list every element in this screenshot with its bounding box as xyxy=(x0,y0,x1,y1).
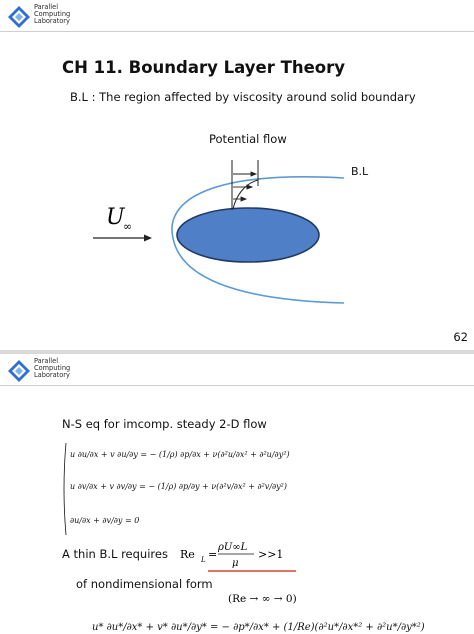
logo-line-3: Laboratory xyxy=(34,17,70,26)
free-stream-arrowhead xyxy=(144,235,152,242)
logo-line-2: Computing xyxy=(34,10,71,19)
svg-text:=: = xyxy=(208,548,218,561)
slide-63 xyxy=(0,354,474,632)
velocity-symbol: U xyxy=(106,205,125,230)
slide-subtitle: B.L : The region affected by viscosity around solid boundary xyxy=(70,90,416,104)
svg-text:(Re → ∞ → 0): (Re → ∞ → 0) xyxy=(228,593,297,605)
thin-bl-label: A thin B.L requires xyxy=(62,547,168,561)
logo-line-3: Laboratory xyxy=(34,371,70,380)
lab-logo xyxy=(6,358,116,384)
svg-text:u ∂v/∂x + v ∂v/∂y = − (1/ρ) ∂p: u ∂v/∂x + v ∂v/∂y = − (1/ρ) ∂p/∂y + ν(∂²v/∂x² + ∂²v/∂y²) xyxy=(70,482,287,491)
svg-text:>>1: >>1 xyxy=(258,548,284,561)
reynolds-number-formula xyxy=(178,536,298,572)
navier-stokes-equations xyxy=(62,439,290,539)
svg-text:μ: μ xyxy=(232,558,239,569)
logo-line-2: Computing xyxy=(34,364,71,373)
boundary-layer-label: B.L xyxy=(351,165,369,178)
solid-body-ellipse xyxy=(177,208,319,262)
profile-arrows xyxy=(233,172,256,201)
potential-flow-label: Potential flow xyxy=(209,132,287,146)
nondimensional-equation-partial xyxy=(88,604,425,634)
svg-text:u ∂u/∂x + v ∂u/∂y = − (1/ρ) ∂p: u ∂u/∂x + v ∂u/∂y = − (1/ρ) ∂p/∂x + ν(∂²u/∂x² + ∂²u/∂y²) xyxy=(70,450,290,459)
svg-text:Re: Re xyxy=(180,548,195,561)
lab-logo-text xyxy=(34,358,70,380)
nondimensional-label: of nondimensional form xyxy=(76,577,213,591)
logo-line-1: Parallel xyxy=(34,3,59,11)
logo-line-1: Parallel xyxy=(34,357,59,365)
svg-text:ρU∞L: ρU∞L xyxy=(218,542,248,553)
svg-text:∂u/∂x + ∂v/∂y = 0: ∂u/∂x + ∂v/∂y = 0 xyxy=(70,516,140,525)
header-rule xyxy=(0,385,474,386)
lab-logo-icon xyxy=(6,358,32,384)
ns-equation-heading: N-S eq for imcomp. steady 2-D flow xyxy=(62,417,267,431)
velocity-subscript: ∞ xyxy=(123,220,133,233)
slide-title: CH 11. Boundary Layer Theory xyxy=(62,58,346,77)
velocity-profile-curve xyxy=(233,180,258,209)
svg-text:L: L xyxy=(201,556,206,564)
svg-text:u* ∂u*/∂x* + v* ∂u*/∂y* = − ∂p: u* ∂u*/∂x* + v* ∂u*/∂y* = − ∂p*/∂x* + (1/Re)(∂²u*/∂x*² + ∂²u*/∂y*²) xyxy=(92,622,425,633)
page-number: 62 xyxy=(453,330,468,344)
